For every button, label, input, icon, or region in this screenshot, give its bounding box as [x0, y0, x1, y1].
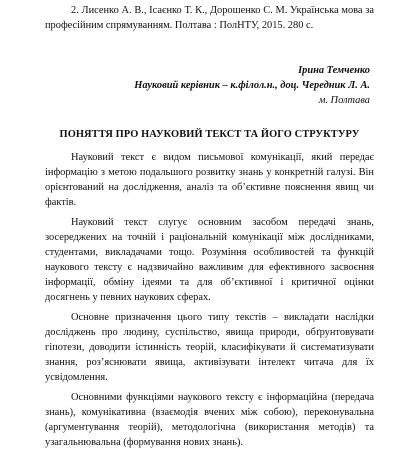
article-title: ПОНЯТТЯ ПРО НАУКОВИЙ ТЕКСТ ТА ЙОГО СТРУКТУРУ: [59, 129, 360, 140]
reference-line-2: професійним спрямуванням. Полтава : ПолНТУ, 2015. 280 с.: [45, 20, 314, 31]
reference-line-1: 2. Лисенко А. В., Ісаєнко Т. К., Дорошенко С. М. Українська мова за: [71, 5, 374, 16]
author-name: Ірина Темченко: [298, 65, 370, 76]
paragraph-3: Основне призначення цього типу текстів – викладати наслідки досліджень про людину, суспільство, явища природи, обґрунтовувати гіпотези, доводити істинність теорій, класифікувати й систематизувати знання, роз’яснювати явища, активізувати інтелект читача для їх усвідомлення.: [45, 312, 374, 383]
scientific-supervisor: Науковий керівник – к.філол.н., доц. Чередник Л. А.: [134, 80, 370, 91]
paragraph-1: Науковий текст є видом письмової комунікації, який передає інформацію з метою подальшого розвитку знань у конкретній галузі. Він орієнтований на дослідження, аналіз та об’єктивне пояснення явищ чи фактів.: [45, 152, 374, 208]
reference-entry: [45, 3, 374, 33]
paragraph-2: Науковий текст слугує основним засобом передачі знань, зосереджених на точній і раціональній комунікації між дослідниками, студентами, викладачами тощо. Розуміння особливостей та функцій наукового тексту є надзвичайно важливим для ефективного засвоєння інформації, обміну ідеями та для об’єктивної і критичної оцінки досягнень у певних наукових сферах.: [45, 217, 374, 303]
author-city: м. Полтава: [318, 95, 370, 106]
paragraph-4: Основними функціями наукового тексту є інформаційна (передача знань), комунікативна (взаємодія вчених між собою), переконувальна (аргументування теорій), методологічна (використання методів) та узагальнювальна (формування нових знань).: [45, 392, 374, 448]
